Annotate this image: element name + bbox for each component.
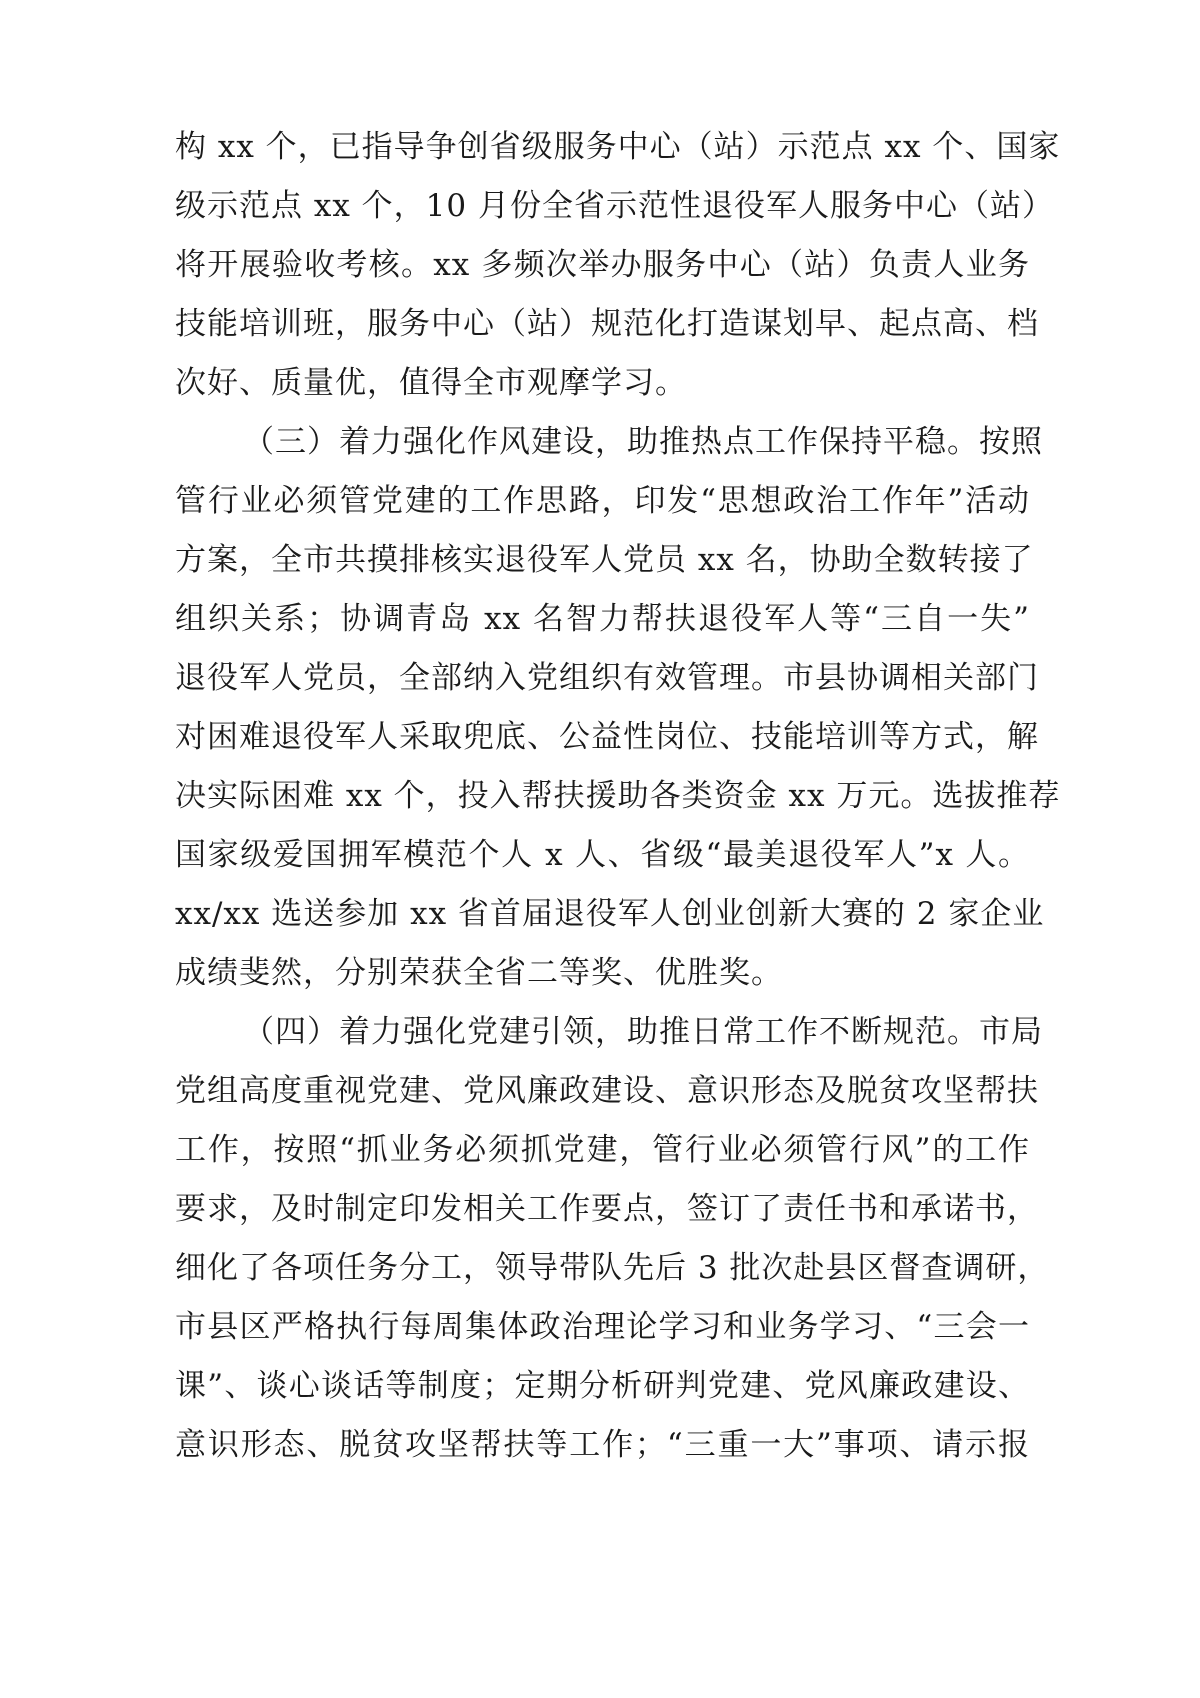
text-line: 意识形态、脱贫攻坚帮扶等工作；“三重一大”事项、请示报 [175,1427,1030,1463]
text-line: 方案，全市共摸排核实退役军人党员 xx 名，协助全数转接了 [175,542,1034,578]
text-line: 细化了各项任务分工，领导带队先后 3 批次赴县区督查调研， [175,1250,1050,1286]
document-body [175,118,1061,1475]
paragraph-continuation [175,118,1061,413]
text-line: 国家级爱国拥军模范个人 x 人、省级“最美退役军人”x 人。 [175,837,1030,873]
text-line: 构 xx 个，已指导争创省级服务中心（站）示范点 xx 个、国家 [175,129,1061,165]
text-line: xx/xx 选送参加 xx 省首届退役军人创业创新大赛的 2 家企业 [175,896,1045,932]
text-line: 将开展验收考核。xx 多频次举办服务中心（站）负责人业务 [175,247,1030,283]
paragraph-section-4 [175,1003,1050,1475]
text-line: 级示范点 xx 个，10 月份全省示范性退役军人服务中心（站） [175,188,1054,224]
text-line: 成绩斐然，分别荣获全省二等奖、优胜奖。 [175,955,783,991]
text-line: 工作，按照“抓业务必须抓党建，管行业必须管行风”的工作 [175,1132,1030,1168]
paragraph-section-3 [175,413,1061,1003]
text-line: 党组高度重视党建、党风廉政建设、意识形态及脱贫攻坚帮扶 [175,1073,1039,1109]
text-line: 技能培训班，服务中心（站）规范化打造谋划早、起点高、档 [175,306,1039,342]
text-line: 次好、质量优，值得全市观摩学习。 [175,365,687,401]
text-line: 组织关系；协调青岛 xx 名智力帮扶退役军人等“三自一失” [175,601,1030,637]
text-line: 退役军人党员，全部纳入党组织有效管理。市县协调相关部门 [175,660,1039,696]
text-line: 管行业必须管党建的工作思路，印发“思想政治工作年”活动 [175,483,1030,519]
text-line: 课”、谈心谈话等制度；定期分析研判党建、党风廉政建设、 [175,1368,1030,1404]
section-heading-line: （三）着力强化作风建设，助推热点工作保持平稳。按照 [243,424,1043,460]
section-heading-line: （四）着力强化党建引领，助推日常工作不断规范。市局 [243,1014,1043,1050]
text-line: 市县区严格执行每周集体政治理论学习和业务学习、“三会一 [175,1309,1030,1345]
text-line: 决实际困难 xx 个，投入帮扶援助各类资金 xx 万元。选拔推荐 [175,778,1061,814]
text-line: 要求，及时制定印发相关工作要点，签订了责任书和承诺书， [175,1191,1039,1227]
text-line: 对困难退役军人采取兜底、公益性岗位、技能培训等方式，解 [175,719,1039,755]
